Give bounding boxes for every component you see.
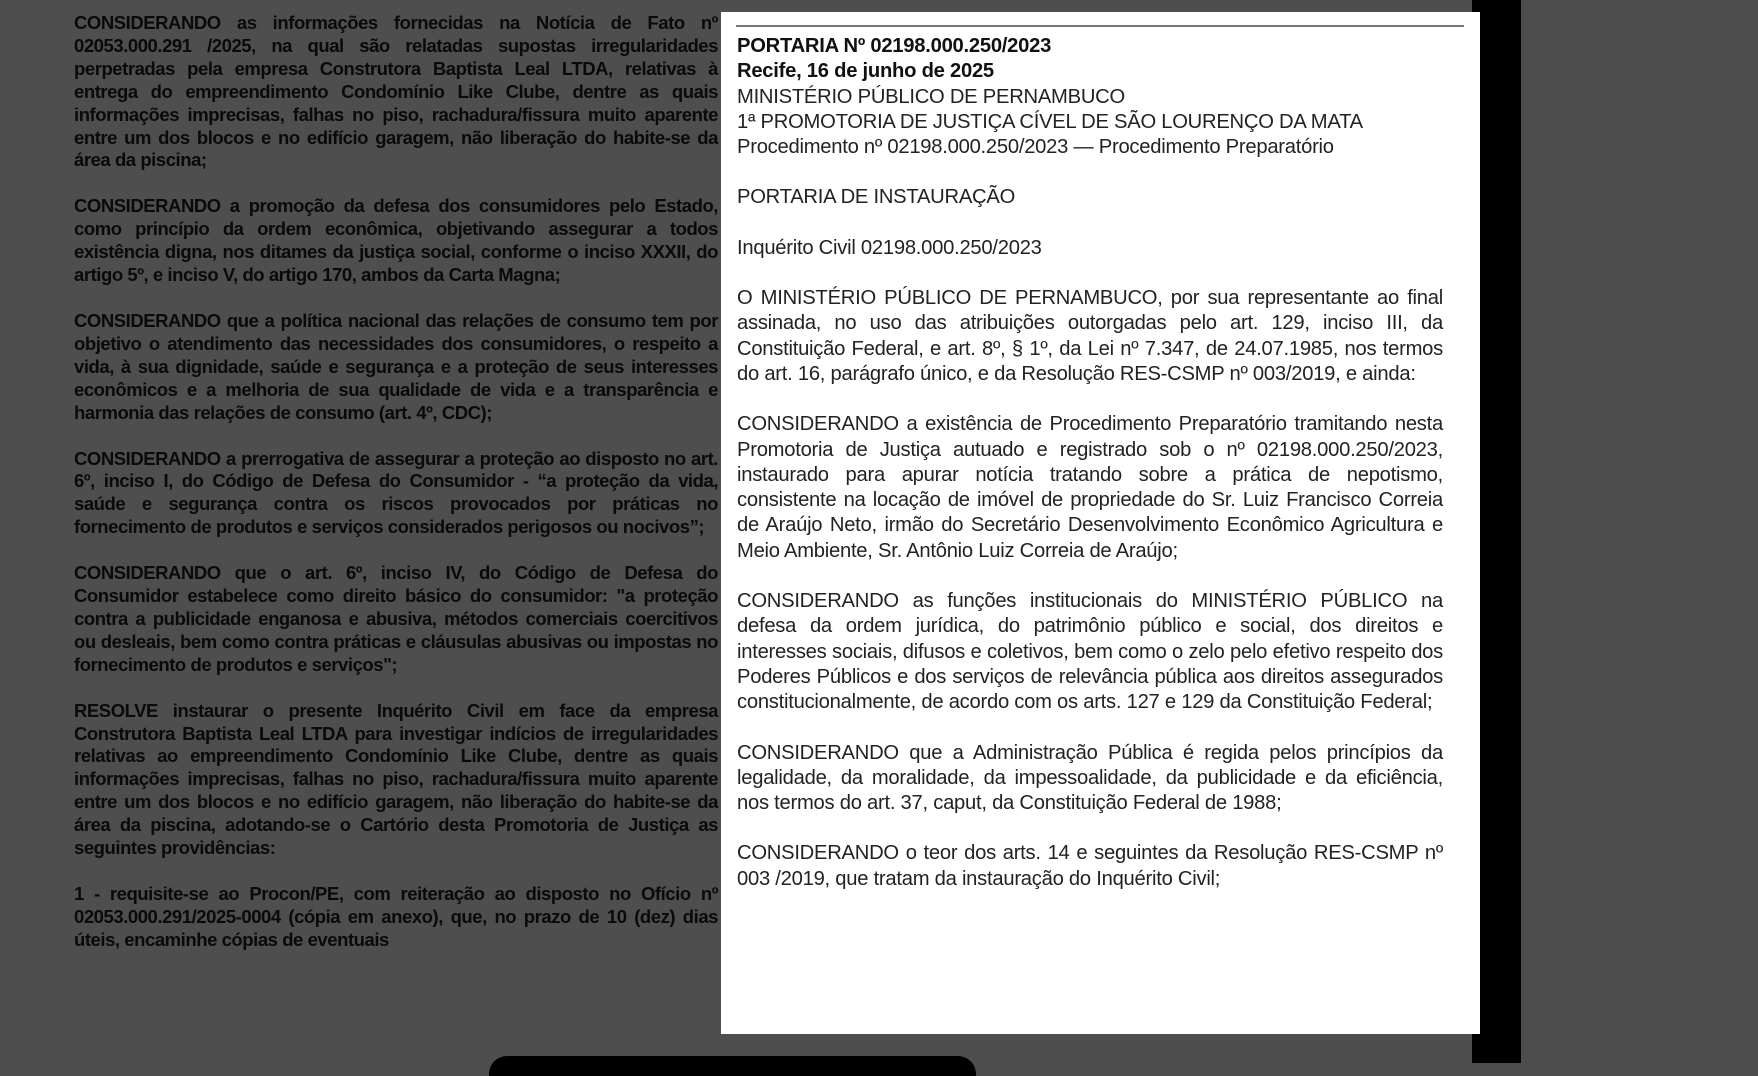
background-paragraph: CONSIDERANDO a promoção da defesa dos consumidores pelo Estado, como princípio da ordem econômica, objetivando assegurar a todos existência digna, nos ditames da justiça social, conforme o inciso XXXII, do artigo 5º, e inciso V, do artigo 170, ambos da Carta Magna; [74,195,718,286]
document-subtitle: Inquérito Civil 02198.000.250/2023 [737,236,1042,259]
header-rule [736,25,1464,27]
front-paragraph: CONSIDERANDO que a Administração Pública é regida pelos princípios da legalidade, da moralidade, da impessoalidade, da publicidade e da eficiência, nos termos do art. 37, caput, da Constituição Federal de 1988; [737,741,1443,815]
institution-name: MINISTÉRIO PÚBLICO DE PERNAMBUCO [737,85,1125,108]
background-paragraph: 1 - requisite-se ao Procon/PE, com reiteração ao disposto no Ofício nº 02053.000.291/2025-0004 (cópia em anexo), que, no prazo de 10 (dez) dias úteis, encaminhe cópias de eventuais [74,883,718,950]
background-paragraph: CONSIDERANDO as informações fornecidas na Notícia de Fato nº 02053.000.291 /2025, na qual são relatadas supostas irregularidades perpetradas pela empresa Construtora Baptista Leal LTDA, relativas à entrega do empreendimento Condomínio Like Clube, dentre as quais informações imprecisas, falhas no piso, rachadura/fissura muito aparente entre um dos blocos e no edifício garagem, não liberação do habite-se da área da piscina; [74,12,718,171]
front-document-page [721,12,1480,1034]
right-gray-margin [1521,0,1758,1063]
background-paragraph: RESOLVE instaurar o presente Inquérito Civil em face da empresa Construtora Baptista Leal LTDA para investigar indícios de irregularidades relativas ao empreendimento Condomínio Like Clube, dentre as quais informações imprecisas, falhas no piso, rachadura/fissura muito aparente entre um dos blocos e no edifício garagem, não liberação do habite-se da área da piscina, adotando-se o Cartório desta Promotoria de Justiça as seguintes providências: [74,699,718,859]
front-paragraph: CONSIDERANDO as funções institucionais do MINISTÉRIO PÚBLICO na defesa da ordem jurídica, do patrimônio público e social, dos direitos e interesses sociais, difusos e coletivos, bem como o zelo pelo efetivo respeito dos Poderes Públicos e dos serviços de relevância pública aos direitos assegurados constitucionalmente, de acordo com os arts. 127 e 129 da Constituição Federal; [737,590,1443,714]
bottom-toolbar-edge [489,1056,976,1076]
document-date: Recife, 16 de junho de 2025 [737,60,994,83]
background-document-text [74,12,718,975]
front-paragraph: CONSIDERANDO a existência de Procedimento Preparatório tramitando nesta Promotoria de Justiça autuado e registrado sob o nº 02198.000.250/2023, instaurado para apurar notícia tratando sobre a prática de nepotismo, consistente na locação de imóvel de propriedade do Sr. Luiz Francisco Correia de Araújo Neto, irmão do Secretário Desenvolvimento Econômico Agricultura e Meio Ambiente, Sr. Antônio Luiz Correia de Araújo; [737,413,1443,562]
office-name: 1ª PROMOTORIA DE JUSTIÇA CÍVEL DE SÃO LOURENÇO DA MATA [737,110,1363,133]
document-title: PORTARIA DE INSTAURAÇÃO [737,186,1016,209]
front-paragraph: CONSIDERANDO o teor dos arts. 14 e seguintes da Resolução RES-CSMP nº 003 /2019, que tratam da instauração do Inquérito Civil; [737,842,1443,890]
portaria-number: PORTARIA Nº 02198.000.250/2023 [737,35,1052,57]
background-paragraph: CONSIDERANDO que a política nacional das relações de consumo tem por objetivo o atendimento das necessidades dos consumidores, o respeito a vida, à sua dignidade, saúde e segurança e a proteção de seus interesses econômicos e a melhoria de sua qualidade de vida e a transparência e harmonia das relações de consumo (art. 4º, CDC); [74,309,718,423]
procedure-line: Procedimento nº 02198.000.250/2023 — Procedimento Preparatório [737,136,1334,159]
front-paragraph: O MINISTÉRIO PÚBLICO DE PERNAMBUCO, por sua representante ao final assinada, no uso das atribuições outorgadas pelo art. 129, inciso III, da Constituição Federal, e art. 8º, § 1º, da Lei nº 7.347, de 24.07.1985, nos termos do art. 16, parágrafo único, e da Resolução RES-CSMP nº 003/2019, e ainda: [737,287,1443,385]
front-document-content [737,34,1443,917]
background-paragraph: CONSIDERANDO que o art. 6º, inciso IV, do Código de Defesa do Consumidor estabelece como direito básico do consumidor: "a proteção contra a publicidade enganosa e abusiva, métodos comerciais coercitivos ou desleais, bem como contra práticas e cláusulas abusivas ou impostas no fornecimento de produtos e serviços"; [74,562,718,675]
background-paragraph: CONSIDERANDO a prerrogativa de assegurar a proteção ao disposto no art. 6º, inciso I, do Código de Defesa do Consumidor - “a proteção da vida, saúde e segurança contra os riscos provocados por práticas no fornecimento de produtos e serviços considerados perigosos ou nocivos”; [74,447,718,538]
